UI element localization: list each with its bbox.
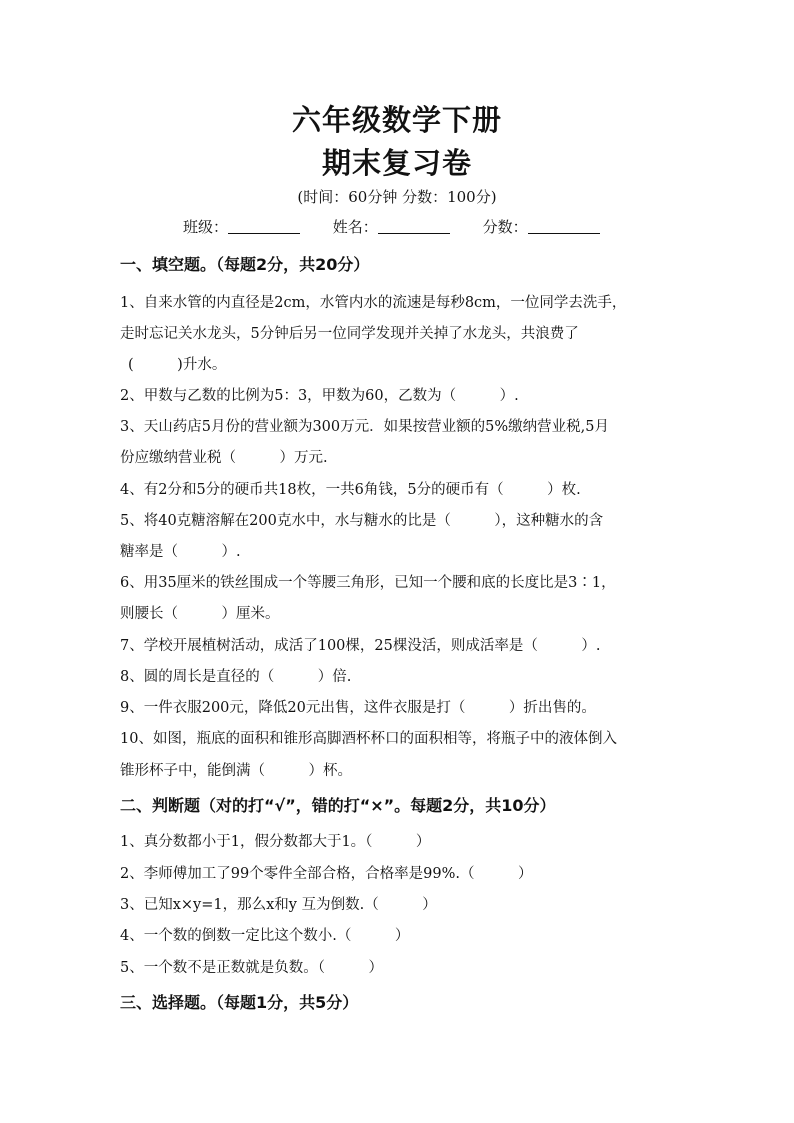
section2-line: 5、一个数不是正数就是负数。（ ）	[120, 960, 383, 976]
section2-line: 1、真分数都小于1，假分数都大于1。（ ）	[120, 834, 431, 850]
exam-title-line1: 六年级数学下册	[291, 103, 502, 137]
section3-heading: 三、选择题。（每题1分，共5分）	[120, 993, 359, 1012]
exam-subtitle: (时间：60分钟 分数：100分)	[297, 188, 497, 206]
score-label: 分数：	[482, 218, 528, 236]
section2-line: 4、一个数的倒数一定比这个数小.（ ）	[120, 928, 410, 944]
section1-line: 3、天山药店5月份的营业额为300万元．如果按营业额的5%缴纳营业税,5月	[120, 419, 609, 435]
section1-line: 5、将40克糖溶解在200克水中，水与糖水的比是（ ），这种糖水的含	[120, 513, 604, 529]
section2-line: 3、已知x×y=1，那么x和y 互为倒数.（ ）	[120, 897, 437, 913]
section1-line: 则腰长（ ）厘米。	[120, 606, 280, 622]
section1-line: 9、一件衣服200元，降低20元出售，这件衣服是打（ ）折出售的。	[120, 700, 596, 716]
section1-line: 10、如图，瓶底的面积和锥形高脚酒杯杯口的面积相等，将瓶子中的液体倒入	[120, 731, 617, 747]
section1-line: 7、学校开展植树活动，成活了100棵，25棵没活，则成活率是（ ）.	[120, 638, 601, 654]
section1-line: 走时忘记关水龙头，5分钟后另一位同学发现并关掉了水龙头，共浪费了	[120, 326, 579, 342]
section1-line: 8、圆的周长是直径的（ ）倍.	[120, 669, 352, 685]
section1-heading: 一、填空题。（每题2分，共20分）	[120, 255, 370, 274]
section1-line: 份应缴纳营业税（ ）万元.	[120, 450, 328, 466]
section2-line: 2、李师傅加工了99个零件全部合格，合格率是99%.（ ）	[120, 866, 533, 882]
section1-line: 锥形杯子中，能倒满（ ）杯。	[120, 763, 352, 779]
exam-title-line2: 期末复习卷	[321, 146, 472, 180]
student-info-row	[183, 216, 600, 237]
score-field	[483, 216, 600, 237]
class-field	[183, 216, 300, 237]
score-blank[interactable]	[528, 219, 600, 234]
class-label: 班级：	[183, 218, 229, 236]
name-field	[333, 216, 450, 237]
section1-line: 2、甲数与乙数的比例为5：3，甲数为60，乙数为（ ）.	[120, 388, 519, 404]
section1-line: 6、用35厘米的铁丝围成一个等腰三角形，已知一个腰和底的长度比是3∶1，	[120, 575, 616, 591]
section1-line: 4、有2分和5分的硬币共18枚，一共6角钱，5分的硬币有（ ）枚.	[120, 482, 581, 498]
class-blank[interactable]	[228, 219, 300, 234]
section1-line: 糖率是（ ）.	[120, 544, 241, 560]
section2-heading: 二、判断题（对的打“√”，错的打“×”。每题2分，共10分）	[120, 796, 556, 815]
name-label: 姓名：	[332, 218, 378, 236]
section1-line: ( )升水。	[128, 357, 227, 373]
name-blank[interactable]	[378, 219, 450, 234]
section1-line: 1、自来水管的内直径是2cm，水管内水的流速是每秒8cm，一位同学去洗手，	[120, 295, 627, 311]
